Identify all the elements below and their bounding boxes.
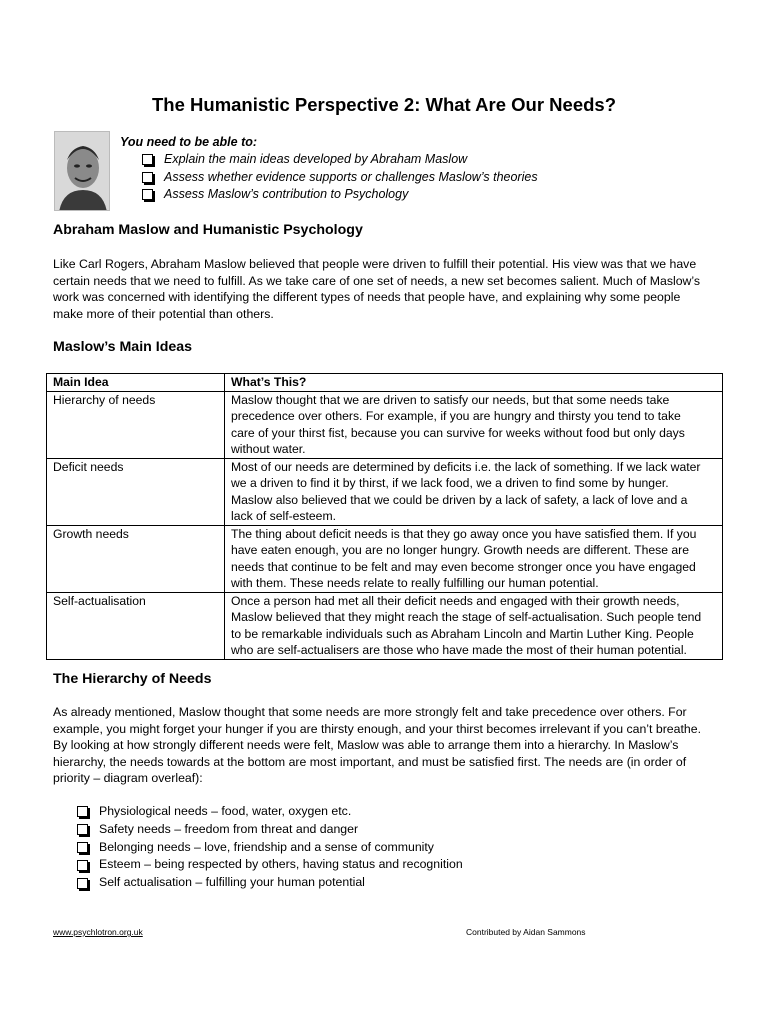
objectives-heading: You need to be able to: [120,135,258,149]
idea-cell: Self-actualisation [47,592,225,659]
list-item: Safety needs – freedom from threat and danger [77,821,463,839]
section-heading-main-ideas: Maslow’s Main Ideas [53,339,193,355]
needs-list [77,803,463,892]
section-heading-maslow: Abraham Maslow and Humanistic Psychology [53,222,363,238]
checkbox-icon [77,824,88,835]
list-item: Self actualisation – fulfilling your human potential [77,874,463,892]
objectives-list [120,151,720,204]
objective-item: Explain the main ideas developed by Abraham Maslow [142,151,720,169]
portrait-image [55,132,110,211]
intro-paragraph: Like Carl Rogers, Abraham Maslow believed that people were driven to fulfill their potential. His view was that we have certain needs that we need to fulfill. As we take care of one set of needs, a new set becomes salient. Much of Maslow’s work was concerned with identifying the different types of needs that people have, and explaining why some people make more of their potential than others. [53,257,701,321]
table-row [47,525,723,592]
column-header: Main Idea [47,374,225,392]
list-item: Esteem – being respected by others, having status and recognition [77,856,463,874]
checkbox-icon [77,842,88,853]
column-header: What’s This? [225,374,723,392]
checkbox-icon [142,154,153,165]
description-cell: The thing about deficit needs is that they go away once you have satisfied them. If you have eaten enough, you are no longer hungry. Growth needs are different. These are needs that continue to be felt and may even become stronger once you have engaged with them. These needs relate to really fulfilling our human potential. [225,525,723,592]
main-ideas-table [46,373,723,660]
list-item: Belonging needs – love, friendship and a sense of community [77,839,463,857]
idea-cell: Deficit needs [47,458,225,525]
table-header-row [47,374,723,392]
description-cell: Maslow thought that we are driven to satisfy our needs, but that some needs take precedence over others. For example, if you are hungry and thirsty you tend to take care of your thirst fist, because you can survive for weeks without food but only days without water. [225,391,723,458]
checkbox-icon [142,172,153,183]
idea-cell: Hierarchy of needs [47,391,225,458]
page-title: The Humanistic Perspective 2: What Are Our Needs? [152,94,616,115]
portrait-photo [54,131,110,211]
checkbox-icon [77,806,88,817]
checkbox-icon [77,878,88,889]
idea-cell: Growth needs [47,525,225,592]
list-item: Physiological needs – food, water, oxygen etc. [77,803,463,821]
table-row [47,458,723,525]
table-row [47,592,723,659]
objective-item: Assess whether evidence supports or challenges Maslow’s theories [142,169,720,187]
section-heading-hierarchy: The Hierarchy of Needs [53,671,212,687]
footer-credit: Contributed by Aidan Sammons [466,927,586,937]
table-row [47,391,723,458]
learning-objectives [120,134,720,204]
checkbox-icon [142,189,153,200]
footer-website-link[interactable]: www.psychlotron.org.uk [53,927,143,937]
description-cell: Most of our needs are determined by deficits i.e. the lack of something. If we lack water we a driven to find it by thirst, if we lack food, we a driven to find some by hunger. Maslow also believed that we could be driven by a lack of safety, a lack of love and a lack of self-esteem. [225,458,723,525]
description-cell: Once a person had met all their deficit needs and engaged with their growth needs, Maslow believed that they might reach the stage of self-actualisation. Such people tend to be remarkable individuals such as Abraham Lincoln and Martin Luther King. People who are self-actualisers are those who have made the most of their human potential. [225,592,723,659]
checkbox-icon [77,860,88,871]
hierarchy-paragraph: As already mentioned, Maslow thought that some needs are more strongly felt and take precedence over others. For example, you might forget your hunger if you are thirsty enough, and your thirst becomes irrelevant if you can’t breathe. By looking at how strongly different needs were felt, Maslow was able to arrange them into a hierarchy. In Maslow’s hierarchy, the needs towards at the bottom are most important, and must be satisfied first. The needs are (in order of priority – diagram overleaf): [53,705,701,786]
objective-item: Assess Maslow’s contribution to Psychology [142,186,720,204]
